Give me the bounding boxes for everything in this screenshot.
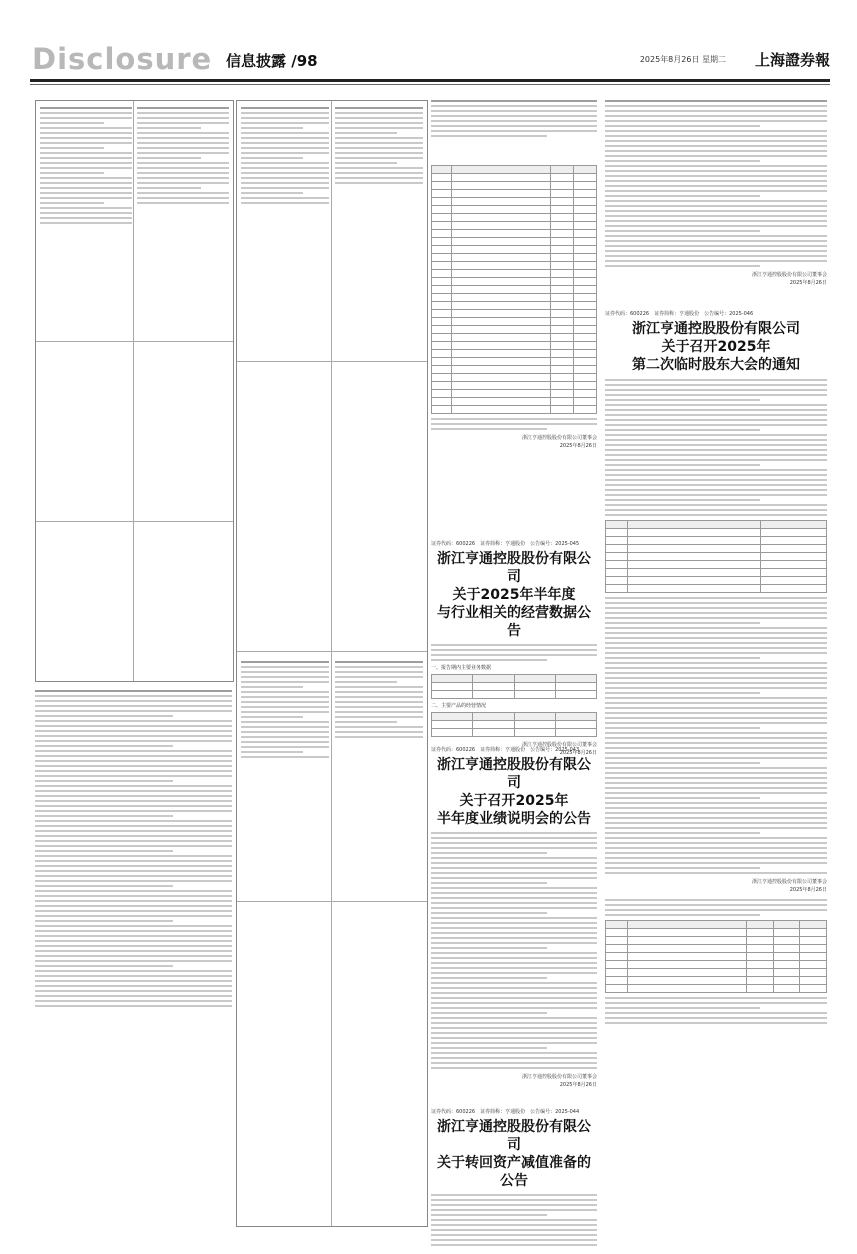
- notice-title-line1: 关于召开2025年: [459, 793, 569, 809]
- masthead-rule-thin: [30, 84, 830, 85]
- notice-title-line1: 关于召开2025年: [661, 339, 771, 355]
- footer-date: 2025年8月26日: [789, 280, 827, 286]
- issue-date: 2025年8月26日 星期二: [639, 55, 726, 64]
- notice-company: 浙江亨通控股股份有限公司: [437, 1119, 591, 1153]
- notice-results-briefing: [431, 746, 597, 1102]
- notice-company: 浙江亨通控股股份有限公司: [437, 551, 591, 585]
- footer-org: 浙江亨通控股股份有限公司董事会: [751, 879, 827, 885]
- main-data-table: [431, 674, 597, 699]
- notice-title-line2: 第二次临时股东大会的通知: [632, 357, 800, 373]
- footer-org: 浙江亨通控股股份有限公司董事会: [521, 435, 597, 441]
- revision-table-middle: [236, 100, 428, 1227]
- newspaper-name: 上海證券報: [754, 51, 830, 69]
- left-lower-text: [35, 690, 232, 1230]
- notice-code: 证券代码：600226 证券简称：亨通股份 公告编号：2025-045: [431, 541, 580, 547]
- proxy-vote-table: [605, 920, 827, 993]
- footer-date: 2025年8月26日: [559, 1082, 597, 1088]
- notice-code: 证券代码：600226 证券简称：亨通股份 公告编号：2025-046: [605, 311, 754, 317]
- footer-date: 2025年8月26日: [559, 443, 597, 449]
- footer-org: 浙江亨通控股股份有限公司董事会: [521, 1074, 597, 1080]
- meeting-agenda-table: [605, 520, 827, 593]
- footer-org: 浙江亨通控股股份有限公司董事会: [521, 742, 597, 748]
- revision-table-left: [35, 100, 234, 682]
- committee-member-table: [431, 165, 597, 475]
- notice-company: 浙江亨通控股股份有限公司: [632, 321, 800, 337]
- notice-title: 关于转回资产减值准备的公告: [437, 1155, 591, 1189]
- notice-title-line2: 与行业相关的经营数据公告: [437, 605, 591, 639]
- masthead-rule: [30, 79, 830, 82]
- notice-code: 证券代码：600226 证券简称：亨通股份 公告编号：2025-043: [431, 747, 580, 753]
- footer-date: 2025年8月26日: [559, 750, 597, 756]
- footer-org: 浙江亨通控股股份有限公司董事会: [751, 272, 827, 278]
- notice-code: 证券代码：600226 证券简称：亨通股份 公告编号：2025-044: [431, 1109, 580, 1115]
- section-title: 信息披露 /98: [226, 52, 318, 70]
- notice-title-line2: 半年度业绩说明会的公告: [437, 811, 591, 827]
- section-heading: 二、主要产品的经营情况: [431, 703, 487, 709]
- notice-company: 浙江亨通控股股份有限公司: [437, 757, 591, 791]
- product-data-table: [431, 712, 597, 737]
- announcement-continued-text: [431, 100, 597, 160]
- section-heading: 一、报告期内主要业务数据: [431, 665, 492, 671]
- footer-date: 2025年8月26日: [789, 887, 827, 893]
- notice-shareholders-meeting: [605, 310, 827, 1230]
- notice-impairment-reversal: [431, 1108, 597, 1228]
- notice-title-line1: 关于2025年半年度: [452, 587, 576, 603]
- right-top-text: [605, 100, 827, 305]
- masthead: [30, 36, 830, 80]
- brand-logo: Disclosure: [32, 42, 213, 76]
